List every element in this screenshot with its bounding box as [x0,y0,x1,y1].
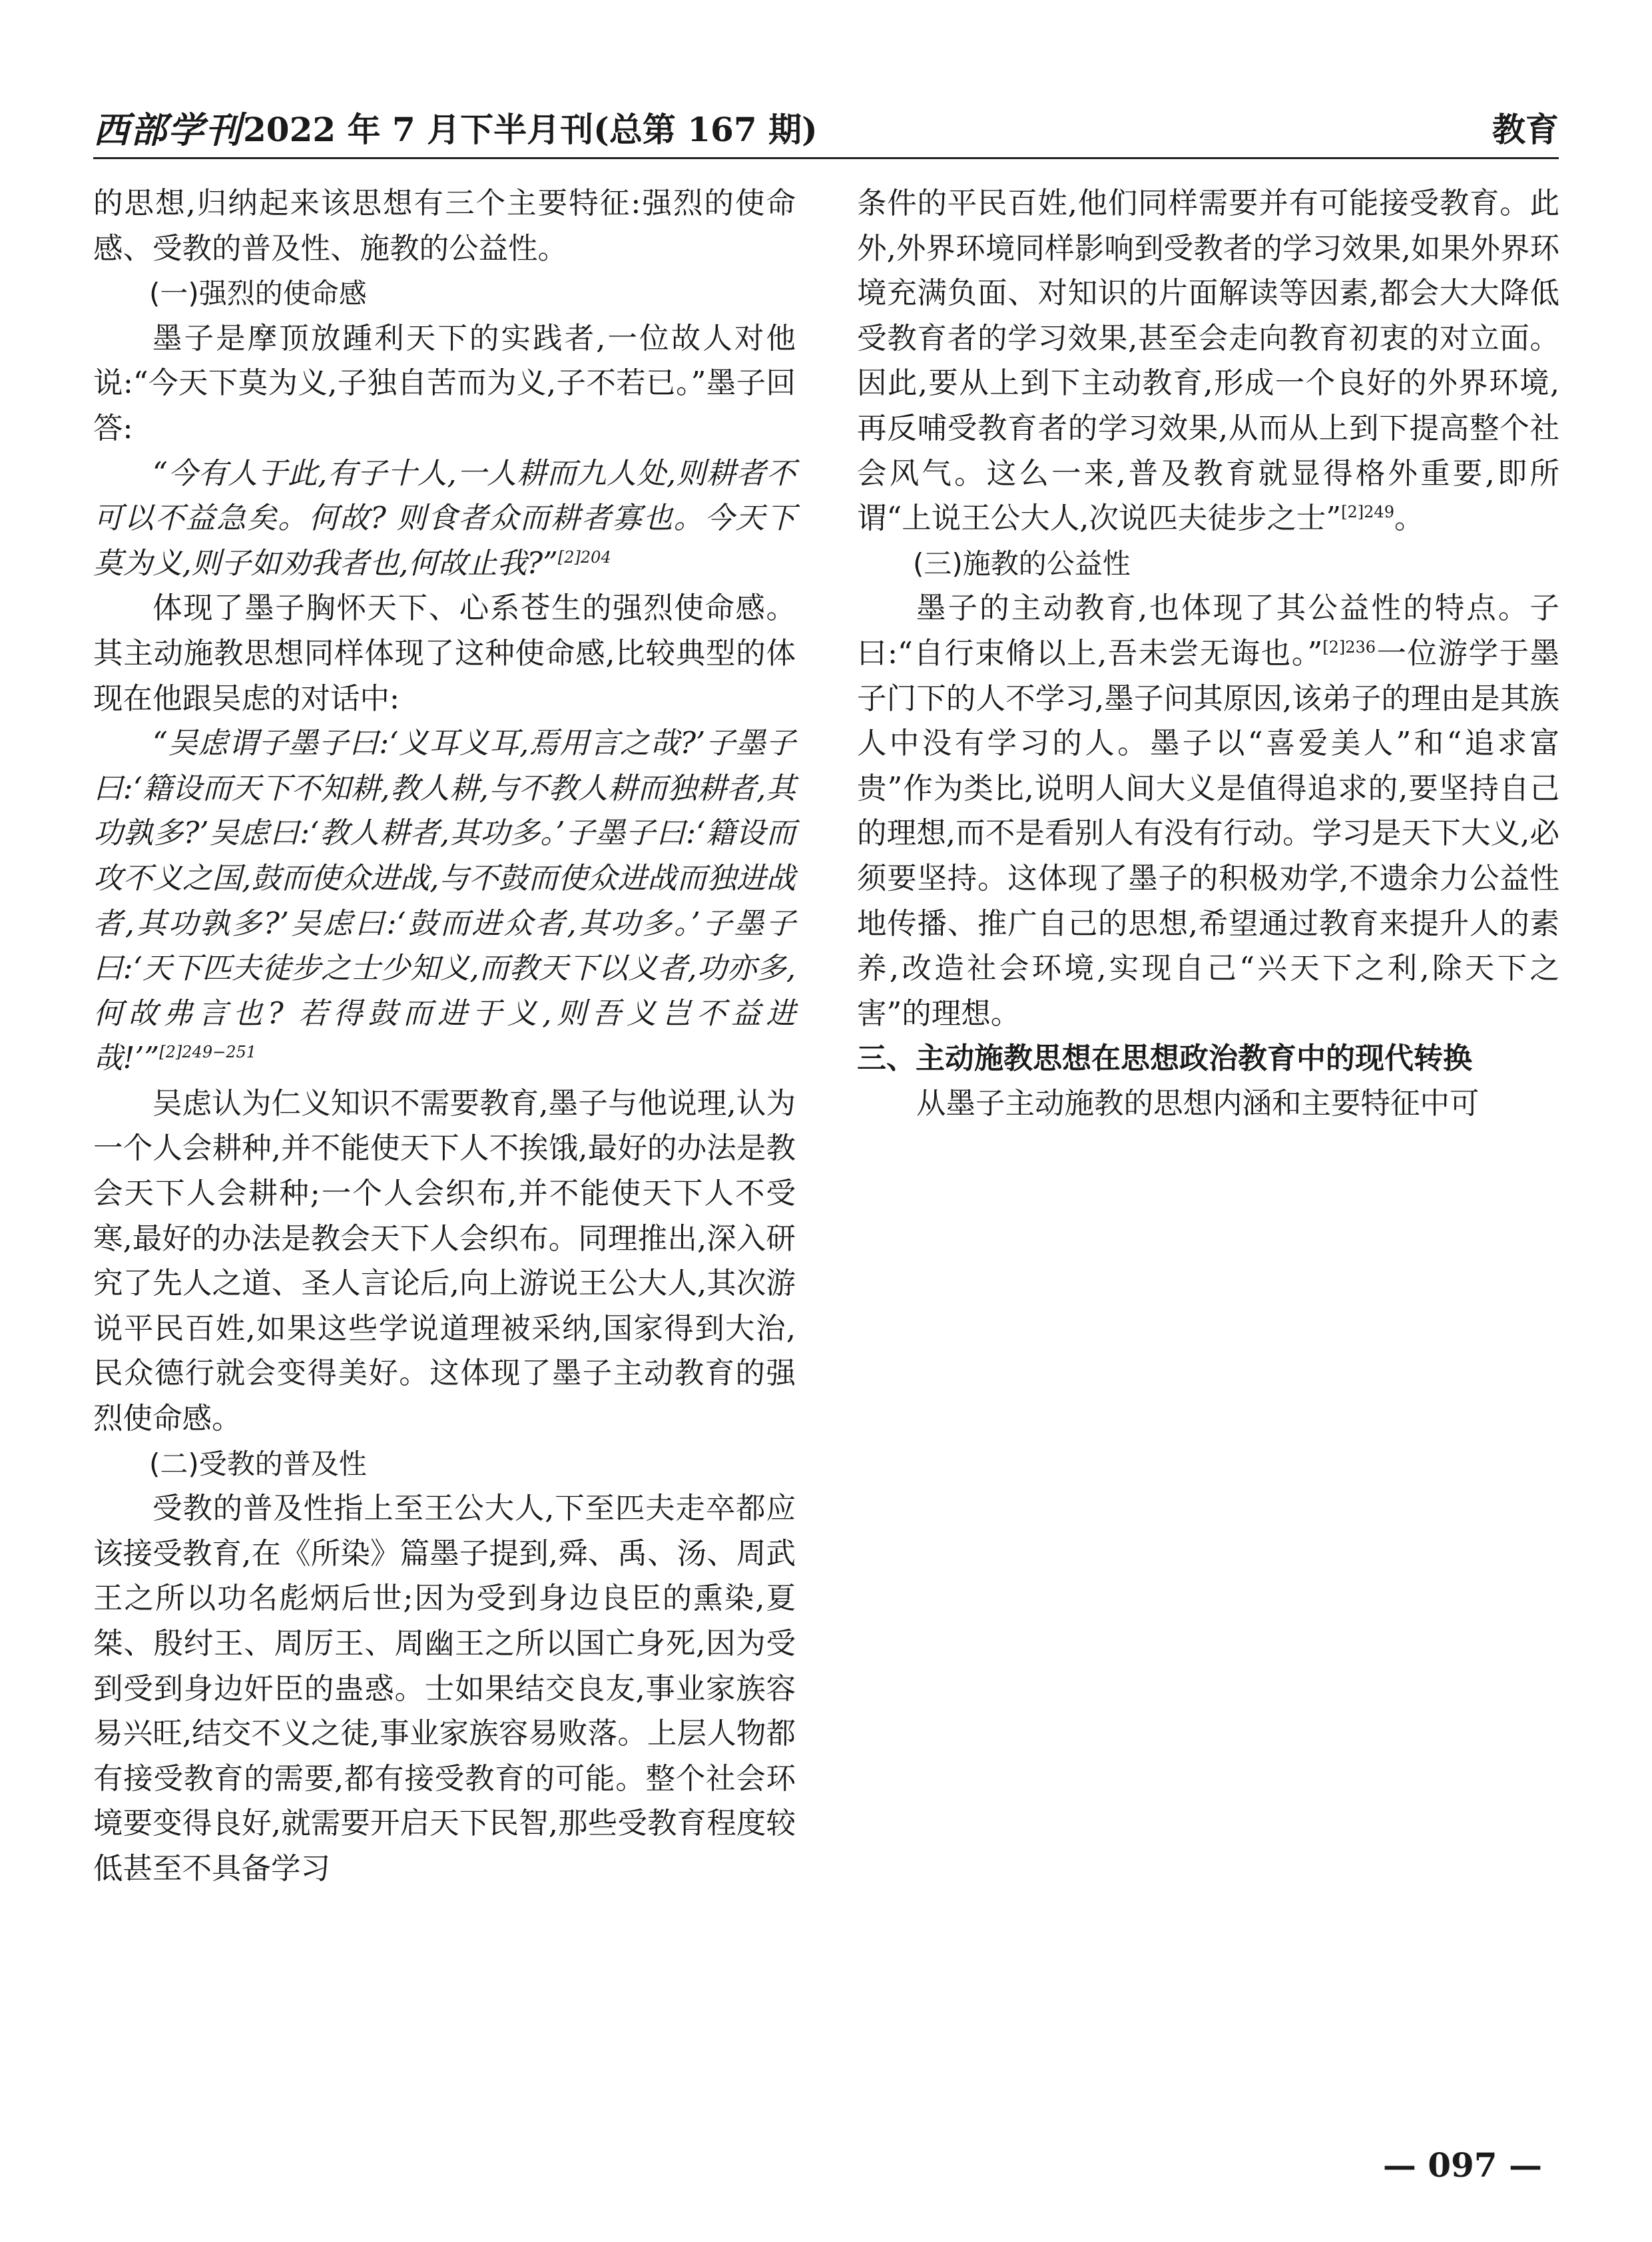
paragraph-text: 三、主动施教思想在思想政治教育中的现代转换 [857,1041,1472,1076]
body-paragraph [93,316,796,451]
quotation-paragraph [93,721,796,1081]
paragraph-text: 的思想,归纳起来该思想有三个主要特征:强烈的使命感、受教的普及性、施教的公益性。 [93,186,796,266]
citation-marker: [2]249 [1341,503,1394,522]
body-paragraph [857,586,1559,1036]
body-paragraph [93,1081,796,1442]
citation-marker: [2]249−251 [159,1043,257,1062]
paragraph-text: 体现了墨子胸怀天下、心系苍生的强烈使命感。其主动施教思想同样体现了这种使命感,比较典型的体现在他跟吴虑的对话中: [93,591,796,716]
paragraph-text: (二)受教的普及性 [149,1447,367,1480]
subsection-heading [857,541,1559,587]
paragraph-text: 从墨子主动施教的思想内涵和主要特征中可 [916,1086,1480,1121]
paragraph-text: “吴虑谓子墨子曰:‘义耳义耳,焉用言之哉?’子墨子曰:‘籍设而天下不知耕,教人耕,与不教人耕而独耕者,其功孰多?’吴虑曰:‘教人耕者,其功多。’子墨子曰:‘籍设而攻不义之国,鼓而使众进战,与不鼓而使众进战而独进战者,其功孰多?’吴虑曰:‘鼓而进众者,其功多。’子墨子曰:‘天下匹夫徒步之士少知义,而教天下以义者,功亦多,何故弗言也? 若得鼓而进于义,则吾义岂不益进哉!’” [93,726,796,1076]
page-number: — 097 — [1382,2145,1542,2185]
paragraph-text: 吴虑认为仁义知识不需要教育,墨子与他说理,认为一个人会耕种,并不能使天下人不挨饿,最好的办法是教会天下人会耕种;一个人会织布,并不能使天下人不受寒,最好的办法是教会天下人会织布。同理推出,深入研究了先人之道、圣人言论后,向上游说王公大人,其次游说平民百姓,如果这些学说道理被采纳,国家得到大治,民众德行就会变得美好。这体现了墨子主动教育的强烈使命感。 [93,1086,796,1436]
right-column [857,181,1559,1126]
citation-marker: [2]236 [1322,638,1376,657]
body-paragraph [93,1486,796,1891]
paragraph-text: “今有人于此,有子十人,一人耕而九人处,则耕者不可以不益急矣。何故? 则食者众而耕者寡也。今天下莫为义,则子如劝我者也,何故止我?” [93,456,796,581]
body-paragraph [857,1081,1559,1127]
paragraph-text-continued: 。 [1394,501,1424,536]
body-paragraph [93,586,796,721]
paragraph-text: 受教的普及性指上至王公大人,下至匹夫走卒都应该接受教育,在《所染》篇墨子提到,舜、禹、汤、周武王之所以功名彪炳后世;因为受到身边良臣的熏染,夏桀、殷纣王、周厉王、周幽王之所以国亡身死,因为受到受到身边奸臣的蛊惑。士如果结交良友,事业家族容易兴旺,结交不义之徒,事业家族容易败落。上层人物都有接受教育的需要,都有接受教育的可能。整个社会环境要变得良好,就需要开启天下民智,那些受教育程度较低甚至不具备学习 [93,1492,796,1886]
header-rule [93,157,1559,159]
body-paragraph [93,181,796,271]
paragraph-text: 墨子是摩顶放踵利天下的实践者,一位故人对他说:“今天下莫为义,子独自苦而为义,子不若已。”墨子回答: [93,321,796,445]
journal-logo: 西部学刊 [93,109,242,151]
paragraph-text: 墨子的主动教育,也体现了其公益性的特点。子曰:“自行束脩以上,吾未尝无诲也。” [857,591,1559,671]
paragraph-text: (三)施教的公益性 [913,547,1131,580]
paragraph-text: (一)强烈的使命感 [149,277,367,310]
section-label: 教育 [1492,110,1559,149]
subsection-heading [93,1442,796,1487]
citation-marker: [2]204 [557,547,611,567]
subsection-heading [93,271,796,316]
section-heading [857,1036,1559,1081]
left-column [93,181,796,1892]
running-header [93,110,1559,150]
issue-info: 2022 年 7 月下半月刊(总第 167 期) [243,110,818,149]
paragraph-text-continued: 一位游学于墨子门下的人不学习,墨子问其原因,该弟子的理由是其族人中没有学习的人。墨子以“喜爱美人”和“追求富贵”作为类比,说明人间大义是值得追求的,要坚持自己的理想,而不是看别人有没有行动。学习是天下大义,必须要坚持。这体现了墨子的积极劝学,不遗余力公益性地传播、推广自己的思想,希望通过教育来提升人的素养,改造社会环境,实现自己“兴天下之利,除天下之害”的理想。 [857,636,1559,1031]
body-paragraph [857,181,1559,541]
paragraph-text: 条件的平民百姓,他们同样需要并有可能接受教育。此外,外界环境同样影响到受教者的学习效果,如果外界环境充满负面、对知识的片面解读等因素,都会大大降低受教育者的学习效果,甚至会走向教育初衷的对立面。因此,要从上到下主动教育,形成一个良好的外界环境,再反哺受教育者的学习效果,从而从上到下提高整个社会风气。这么一来,普及教育就显得格外重要,即所谓“上说王公大人,次说匹夫徒步之士” [857,186,1559,536]
quotation-paragraph [93,451,796,587]
